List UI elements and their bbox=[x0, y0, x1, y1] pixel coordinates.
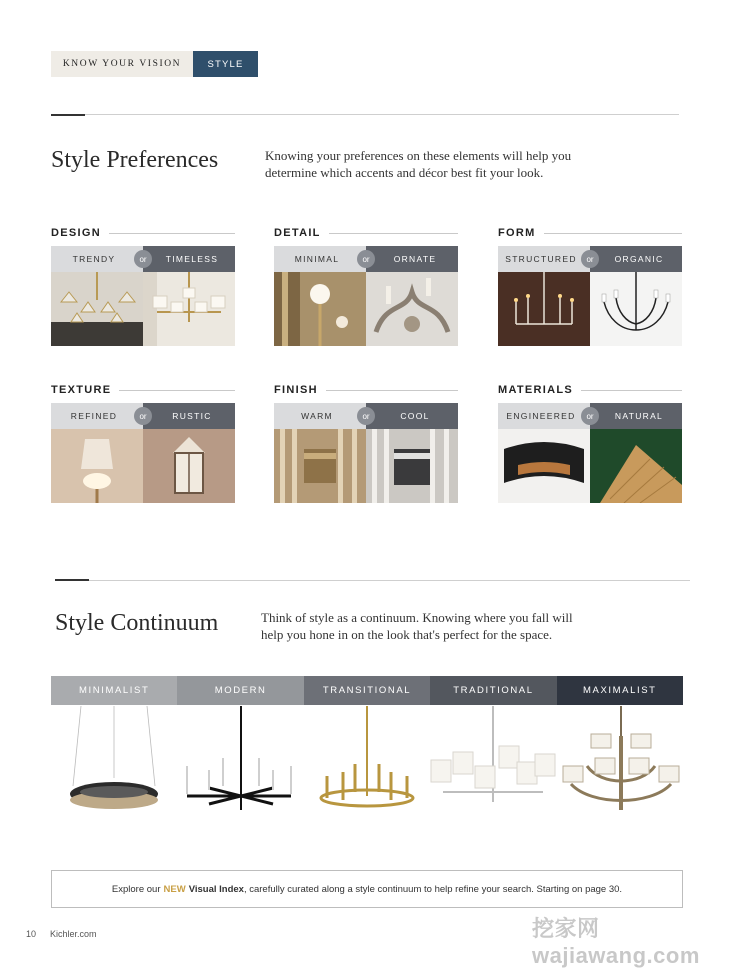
form-toggle[interactable] bbox=[498, 246, 682, 272]
minimal-sconce-photo bbox=[274, 272, 366, 346]
divider bbox=[51, 114, 679, 115]
option-trendy[interactable]: TRENDY bbox=[51, 246, 143, 272]
category-name: TEXTURE bbox=[51, 384, 112, 396]
category-header bbox=[498, 383, 682, 397]
timeless-chandelier-photo bbox=[143, 272, 235, 346]
or-badge: or bbox=[581, 407, 599, 425]
category-form bbox=[498, 226, 682, 346]
segment-modern[interactable]: MODERN bbox=[177, 676, 303, 705]
page-number: 10 bbox=[26, 929, 37, 939]
category-header bbox=[274, 383, 458, 397]
option-warm[interactable]: WARM bbox=[274, 403, 366, 429]
style-continuum-title: Style Continuum bbox=[55, 610, 219, 636]
category-rule bbox=[326, 390, 458, 391]
category-rule bbox=[581, 390, 682, 391]
watermark-text: 挖家网 wajiawang.com bbox=[532, 916, 700, 968]
category-header bbox=[498, 226, 682, 240]
cool-finish-photo bbox=[366, 429, 458, 503]
category-rule bbox=[109, 233, 235, 234]
trendy-chandelier-photo bbox=[51, 272, 143, 346]
style-continuum-bar bbox=[51, 676, 683, 705]
category-rule bbox=[544, 233, 682, 234]
rustic-lantern-photo bbox=[143, 429, 235, 503]
minimalist-ring-fixture bbox=[70, 706, 158, 809]
category-detail bbox=[274, 226, 458, 346]
warm-finish-photo bbox=[274, 429, 366, 503]
callout-text: Explore our bbox=[111, 883, 161, 895]
category-materials bbox=[498, 383, 682, 503]
category-texture bbox=[51, 383, 235, 503]
segment-transitional[interactable]: TRANSITIONAL bbox=[304, 676, 430, 705]
category-design bbox=[51, 226, 235, 346]
footer-site[interactable]: Kichler.com bbox=[50, 929, 97, 939]
form-photos bbox=[498, 272, 682, 346]
or-badge: or bbox=[134, 250, 152, 268]
category-name: FINISH bbox=[274, 384, 318, 396]
option-ornate[interactable]: ORNATE bbox=[366, 246, 458, 272]
finish-toggle[interactable] bbox=[274, 403, 458, 429]
category-header bbox=[51, 383, 235, 397]
or-badge: or bbox=[357, 250, 375, 268]
structured-chandelier-photo bbox=[498, 272, 590, 346]
style-continuum-intro bbox=[261, 609, 641, 643]
category-header bbox=[274, 226, 458, 240]
maximalist-chandelier-fixture bbox=[563, 706, 679, 810]
or-badge: or bbox=[581, 250, 599, 268]
segment-maximalist[interactable]: MAXIMALIST bbox=[557, 676, 683, 705]
category-name: MATERIALS bbox=[498, 384, 574, 396]
intro-line: Knowing your preferences on these elements will help you bbox=[265, 148, 572, 163]
callout-text: , carefully curated along a style continuum to help refine your search. Starting on page 30. bbox=[243, 883, 623, 895]
option-rustic[interactable]: RUSTIC bbox=[143, 403, 235, 429]
segment-minimalist[interactable]: MINIMALIST bbox=[51, 676, 177, 705]
texture-toggle[interactable] bbox=[51, 403, 235, 429]
traditional-chandelier-fixture bbox=[431, 706, 555, 802]
option-natural[interactable]: NATURAL bbox=[590, 403, 682, 429]
materials-toggle[interactable] bbox=[498, 403, 682, 429]
style-preferences-title: Style Preferences bbox=[51, 147, 219, 173]
detail-photos bbox=[274, 272, 458, 346]
option-cool[interactable]: COOL bbox=[366, 403, 458, 429]
transitional-chandelier-fixture bbox=[321, 706, 413, 806]
divider bbox=[55, 580, 690, 581]
materials-photos bbox=[498, 429, 682, 503]
organic-chandelier-photo bbox=[590, 272, 682, 346]
ornate-candelabra-photo bbox=[366, 272, 458, 346]
category-name: FORM bbox=[498, 227, 536, 239]
tab-know-your-vision[interactable]: KNOW YOUR VISION bbox=[51, 51, 193, 77]
intro-line: help you hone in on the look that's perfect for the space. bbox=[261, 627, 553, 642]
style-preferences-intro bbox=[265, 147, 645, 181]
category-rule bbox=[329, 233, 458, 234]
category-name: DESIGN bbox=[51, 227, 101, 239]
intro-line: determine which accents and décor best fit your look. bbox=[265, 165, 544, 180]
or-badge: or bbox=[134, 407, 152, 425]
option-engineered[interactable]: ENGINEERED bbox=[498, 403, 590, 429]
category-header bbox=[51, 226, 235, 240]
finish-photos bbox=[274, 429, 458, 503]
divider-accent bbox=[55, 579, 89, 581]
intro-line: Think of style as a continuum. Knowing where you fall will bbox=[261, 610, 573, 625]
option-structured[interactable]: STRUCTURED bbox=[498, 246, 590, 272]
category-name: DETAIL bbox=[274, 227, 321, 239]
natural-rattan-photo bbox=[590, 429, 682, 503]
detail-toggle[interactable] bbox=[274, 246, 458, 272]
option-organic[interactable]: ORGANIC bbox=[590, 246, 682, 272]
visual-index-callout[interactable] bbox=[51, 870, 683, 908]
continuum-fixtures bbox=[51, 706, 683, 816]
design-photos bbox=[51, 272, 235, 346]
category-finish bbox=[274, 383, 458, 503]
design-toggle[interactable] bbox=[51, 246, 235, 272]
refined-pendant-photo bbox=[51, 429, 143, 503]
option-minimal[interactable]: MINIMAL bbox=[274, 246, 366, 272]
texture-photos bbox=[51, 429, 235, 503]
engineered-pendant-photo bbox=[498, 429, 590, 503]
or-badge: or bbox=[357, 407, 375, 425]
category-rule bbox=[119, 390, 235, 391]
divider-accent bbox=[51, 114, 85, 116]
tab-style[interactable]: STYLE bbox=[193, 51, 258, 77]
option-refined[interactable]: REFINED bbox=[51, 403, 143, 429]
visual-index-link[interactable]: Visual Index bbox=[188, 883, 244, 895]
modern-chandelier-fixture bbox=[187, 706, 291, 810]
option-timeless[interactable]: TIMELESS bbox=[143, 246, 235, 272]
segment-traditional[interactable]: TRADITIONAL bbox=[430, 676, 556, 705]
new-badge-text: NEW bbox=[163, 883, 186, 895]
